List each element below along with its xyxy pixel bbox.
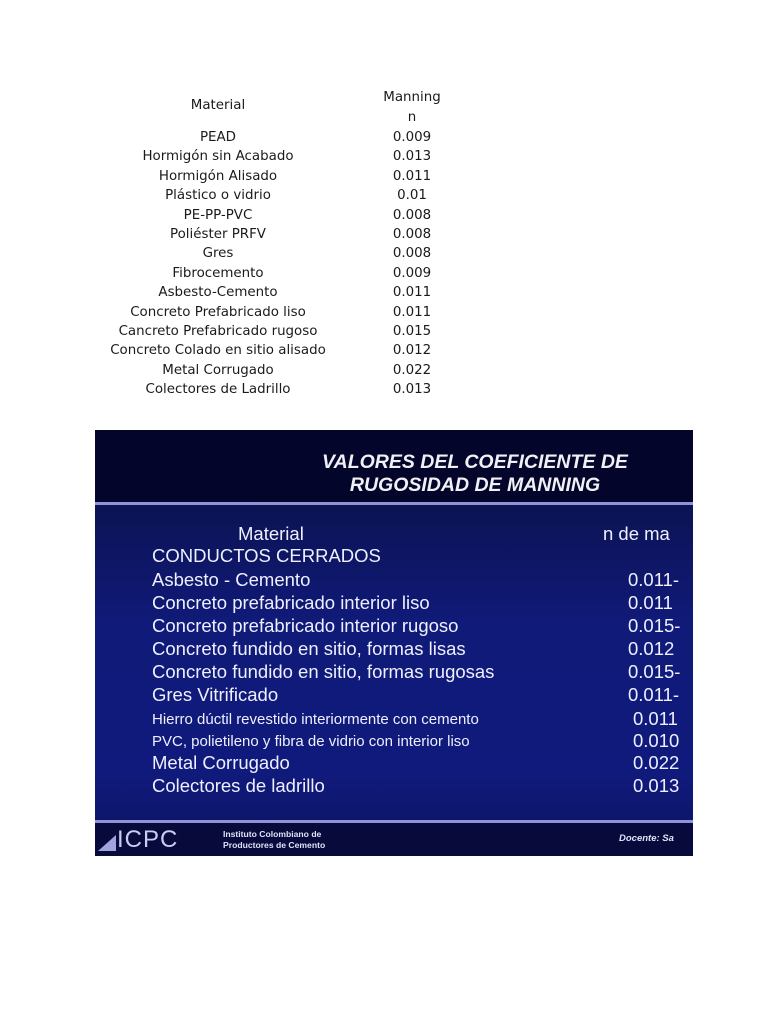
- institute-name: [223, 829, 325, 850]
- slide-footer: [95, 823, 693, 856]
- cell-material: Cancreto Prefabricado rugoso: [118, 323, 318, 339]
- cell-material: PEAD: [199, 130, 236, 145]
- slide-row-value: 0.022: [633, 752, 680, 773]
- table-row: [100, 147, 460, 166]
- table-row: [100, 225, 460, 244]
- cell-manning-n: 0.009: [392, 265, 432, 281]
- slide-title-bar: [95, 430, 693, 502]
- slide-divider-top: [95, 502, 693, 505]
- slide-row-label: Metal Corrugado: [152, 752, 290, 773]
- table-row: [100, 186, 460, 205]
- cell-material: Metal Corrugado: [162, 362, 274, 378]
- table-row: [100, 303, 460, 322]
- table-row: [100, 128, 460, 147]
- docente-label: Docente: Sa: [619, 833, 674, 844]
- logo-triangle-icon: [98, 835, 116, 851]
- slide-row-value: 0.011: [633, 708, 678, 729]
- slide-row-value: 0.015-: [628, 615, 681, 636]
- cell-manning-n: 0.013: [392, 382, 432, 398]
- icpc-logo: ICPC: [117, 826, 179, 853]
- slide-row-label: Colectores de ladrillo: [152, 775, 325, 796]
- cell-manning-n: 0.011: [392, 304, 432, 320]
- header-material: Material: [190, 98, 246, 113]
- cell-material: Gres: [202, 246, 234, 262]
- manning-slide-image: [95, 430, 693, 856]
- slide-title-line2: RUGOSIDAD DE MANNING: [349, 474, 601, 496]
- slide-col-n: n de ma: [603, 523, 670, 544]
- header-manning-line2: n: [407, 110, 417, 125]
- cell-manning-n: 0.022: [392, 362, 432, 378]
- header-manning-line1: Manning: [383, 90, 441, 105]
- slide-row-value: 0.013: [633, 775, 680, 796]
- table-row: [100, 341, 460, 360]
- cell-material: Hormigón Alisado: [158, 168, 278, 184]
- table-row: [100, 206, 460, 225]
- table-row: [100, 380, 460, 399]
- slide-row-label: Gres Vitrificado: [152, 684, 279, 705]
- table-header: [100, 88, 460, 128]
- cell-material: Concreto Prefabricado liso: [130, 304, 306, 320]
- cell-material: Concreto Colado en sitio alisado: [110, 343, 326, 359]
- institute-line2: Productores de Cemento: [223, 839, 326, 850]
- cell-manning-n: 0.015: [392, 323, 432, 339]
- slide-section-title: CONDUCTOS CERRADOS: [152, 545, 381, 566]
- table-row: [100, 361, 460, 380]
- slide-row-label: PVC, polietileno y fibra de vidrio con interior liso: [152, 733, 470, 750]
- table-row: [100, 244, 460, 263]
- institute-line1: Instituto Colombiano de: [223, 829, 322, 839]
- slide-col-material: Material: [238, 523, 304, 544]
- header-manning: [362, 88, 462, 128]
- cell-material: Asbesto-Cemento: [158, 285, 278, 301]
- slide-row-value: 0.011-: [628, 684, 680, 705]
- cell-material: Colectores de Ladrillo: [145, 382, 291, 398]
- cell-material: Plástico o vidrio: [165, 188, 271, 204]
- table-row: [100, 322, 460, 341]
- slide-row-label: Concreto prefabricado interior liso: [152, 592, 430, 613]
- cell-material: PE-PP-PVC: [183, 207, 253, 223]
- slide-row-value: 0.011-: [628, 569, 680, 590]
- cell-manning-n: 0.009: [392, 130, 432, 145]
- slide-row-label: Concreto fundido en sitio, formas rugosas: [152, 661, 495, 682]
- slide-row-value: 0.012: [628, 638, 675, 659]
- cell-material: Fibrocemento: [172, 265, 264, 281]
- slide-row-label: Concreto prefabricado interior rugoso: [152, 615, 459, 636]
- slide-row-value: 0.015-: [628, 661, 681, 682]
- cell-manning-n: 0.008: [392, 207, 432, 223]
- cell-manning-n: 0.008: [392, 226, 432, 242]
- cell-manning-n: 0.011: [392, 285, 432, 301]
- table-row: [100, 167, 460, 186]
- cell-manning-n: 0.012: [392, 343, 432, 359]
- cell-manning-n: 0.01: [397, 188, 427, 204]
- cell-manning-n: 0.008: [392, 246, 432, 262]
- cell-manning-n: 0.013: [392, 149, 432, 165]
- table-row: [100, 264, 460, 283]
- table-body: [100, 128, 460, 399]
- cell-material: Poliéster PRFV: [170, 226, 266, 242]
- table-row: [100, 283, 460, 302]
- cell-manning-n: 0.011: [392, 168, 432, 184]
- slide-title-line1: VALORES DEL COEFICIENTE DE: [322, 451, 628, 473]
- slide-row-value: 0.011: [628, 592, 673, 613]
- slide-row-label: Hierro dúctil revestido interiormente con cemento: [152, 711, 479, 728]
- slide-row-label: Concreto fundido en sitio, formas lisas: [152, 638, 466, 659]
- slide-row-label: Asbesto - Cemento: [152, 569, 311, 590]
- cell-material: Hormigón sin Acabado: [142, 149, 294, 165]
- slide-row-value: 0.010: [633, 730, 680, 751]
- manning-table: [100, 88, 460, 399]
